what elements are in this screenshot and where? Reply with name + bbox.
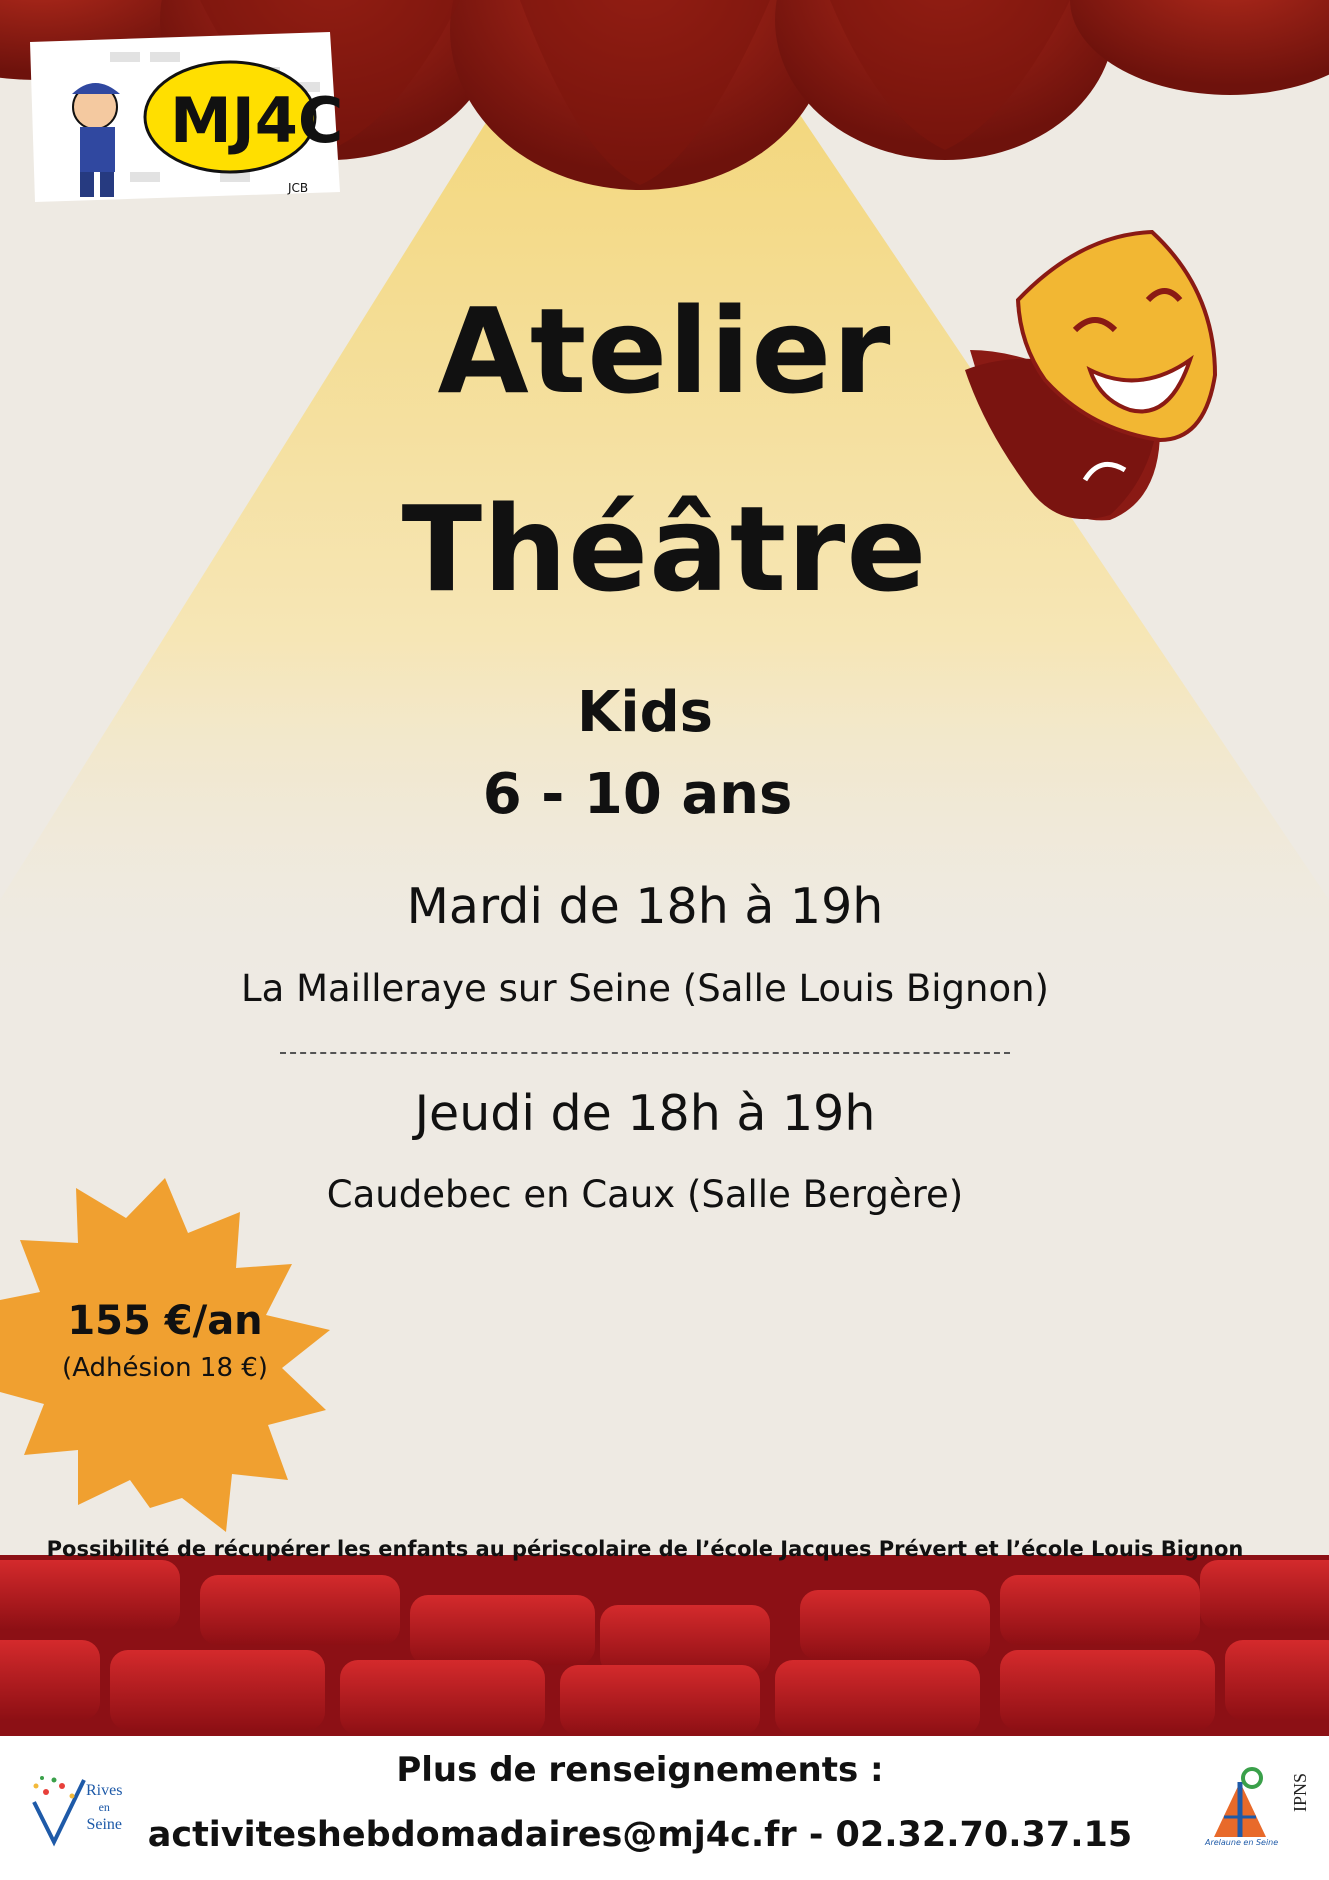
session-1-time: Mardi de 18h à 19h bbox=[406, 878, 884, 935]
session-2-place: Caudebec en Caux (Salle Bergère) bbox=[326, 1173, 964, 1216]
age-range: 6 - 10 ans bbox=[482, 762, 793, 827]
session-1-place: La Mailleraye sur Seine (Salle Louis Bignon) bbox=[241, 967, 1049, 1010]
rives-en-seine-text: Rives en Seine bbox=[86, 1782, 123, 1833]
mj4c-logo bbox=[20, 22, 350, 217]
session-divider bbox=[280, 1052, 1010, 1054]
title-line-1: Atelier bbox=[437, 282, 892, 420]
membership-fee: (Adhésion 18 €) bbox=[62, 1353, 268, 1383]
arelaune-caption: Arelaune en Seine bbox=[1205, 1838, 1279, 1847]
info-label: Plus de renseignements : bbox=[396, 1750, 884, 1790]
title-line-2: Théâtre bbox=[401, 480, 928, 618]
svg-text:JCB: JCB bbox=[288, 181, 309, 195]
rives-en-seine-logo bbox=[14, 1772, 146, 1848]
contact-line[interactable]: activiteshebdomadaires@mj4c.fr - 02.32.70.37.15 bbox=[147, 1815, 1133, 1855]
svg-text:MJ4C: MJ4C bbox=[170, 84, 344, 157]
pickup-note: Possibilité de récupérer les enfants au périscolaire de l’école Jacques Prévert et l’école Louis Bignon bbox=[46, 1537, 1244, 1561]
session-2-time: Jeudi de 18h à 19h bbox=[414, 1085, 876, 1142]
theater-seats bbox=[0, 1555, 1329, 1740]
audience-label: Kids bbox=[576, 680, 713, 745]
price-label: 155 €/an bbox=[67, 1298, 263, 1344]
ipns-label: IPNS bbox=[1290, 1772, 1310, 1812]
